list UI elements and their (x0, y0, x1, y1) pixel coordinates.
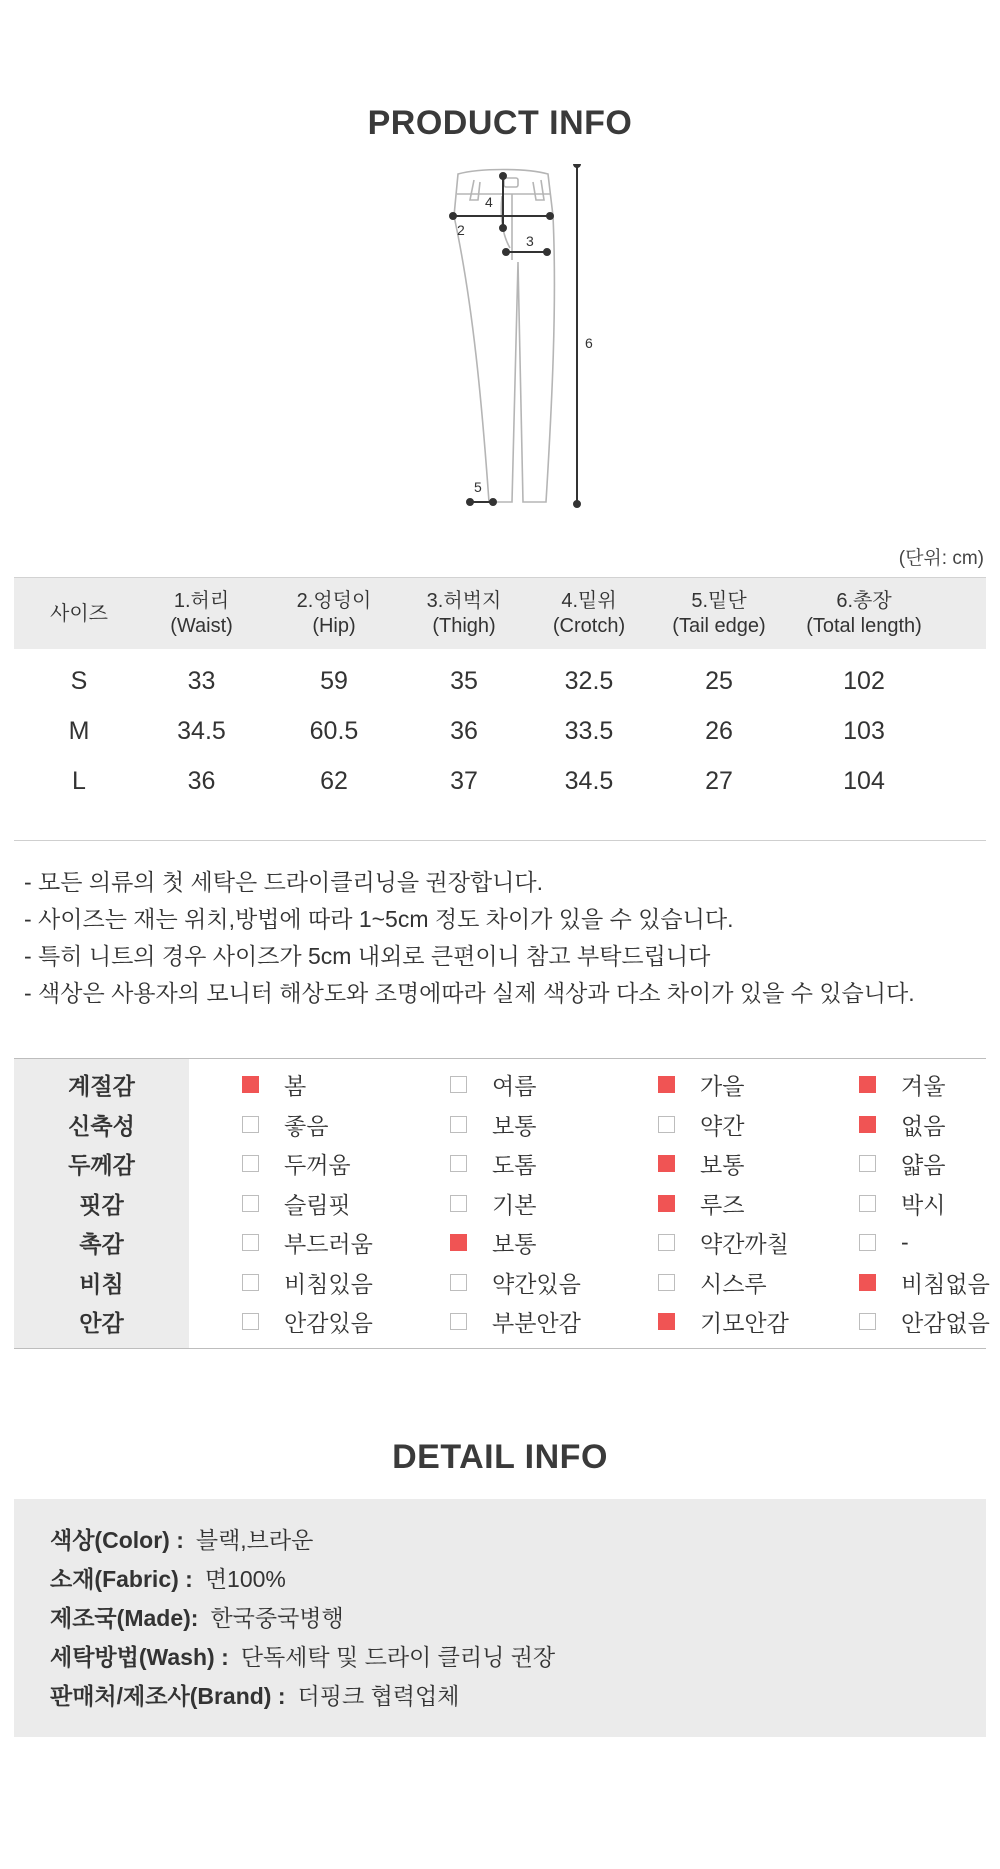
header-thigh: 3.허벅지 (Thigh) (426, 590, 502, 637)
attribute-option-label: 비침있음 (284, 1270, 373, 1297)
attribute-option (242, 1223, 373, 1262)
attribute-option (859, 1184, 945, 1223)
checked-box-icon (859, 1076, 876, 1093)
checked-box-icon (658, 1155, 675, 1172)
size-table-body (14, 649, 986, 841)
attribute-option-label: 루즈 (700, 1191, 745, 1218)
detail-brand: 판매처/제조사(Brand) : 더핑크 협력업체 (50, 1683, 460, 1709)
table-cell: 25 (705, 666, 733, 695)
table-cell: 59 (320, 666, 348, 695)
unchecked-box-icon (859, 1195, 876, 1212)
pants-measurement-diagram (430, 164, 610, 518)
unchecked-box-icon (658, 1274, 675, 1291)
table-cell: 103 (843, 716, 885, 745)
header-waist: 1.허리 (Waist) (170, 590, 233, 637)
attribute-name: 안감 (79, 1310, 124, 1336)
care-notes (24, 864, 915, 1012)
checked-box-icon (658, 1076, 675, 1093)
attribute-option (450, 1065, 536, 1104)
attribute-option-label: 약간까칠 (700, 1231, 789, 1257)
diagram-label-2: 2 (457, 222, 465, 238)
attribute-row (14, 1065, 986, 1104)
unchecked-box-icon (450, 1116, 467, 1133)
size-table-header (14, 577, 986, 649)
attribute-option-label: 두꺼움 (284, 1152, 351, 1178)
attribute-option (242, 1302, 373, 1341)
unchecked-box-icon (859, 1155, 876, 1172)
attribute-name: 신축성 (68, 1112, 135, 1139)
table-cell: 36 (187, 766, 216, 795)
attribute-option (658, 1144, 744, 1183)
unchecked-box-icon (242, 1234, 259, 1251)
detail-made: 제조국(Made): 한국중국병행 (50, 1605, 344, 1631)
unchecked-box-icon (658, 1234, 675, 1251)
attribute-row (14, 1184, 986, 1223)
attribute-option (859, 1144, 945, 1183)
attribute-option-label: 가을 (700, 1073, 745, 1099)
unchecked-box-icon (450, 1076, 467, 1093)
table-row (14, 661, 986, 701)
attribute-option (450, 1144, 536, 1183)
checked-box-icon (658, 1313, 675, 1330)
table-cell: 35 (450, 666, 478, 695)
attribute-table (14, 1058, 990, 1349)
attribute-option-label: 보통 (700, 1152, 745, 1178)
table-cell: 34.5 (564, 766, 614, 795)
header-total-length: 6.총장 (Total length) (806, 590, 922, 637)
attribute-row (14, 1144, 986, 1183)
attribute-option (450, 1105, 536, 1144)
unchecked-box-icon (450, 1195, 467, 1212)
unchecked-box-icon (242, 1274, 259, 1291)
attribute-option-label: 여름 (492, 1073, 537, 1099)
header-tail-edge: 5.밑단 (Tail edge) (672, 590, 766, 637)
size-table (14, 577, 986, 841)
table-row (14, 761, 986, 801)
attribute-option (242, 1263, 373, 1302)
attribute-option-label: 보통 (492, 1231, 537, 1257)
table-cell: 104 (843, 766, 885, 795)
table-cell: L (72, 766, 86, 795)
table-cell: 36 (450, 716, 478, 745)
checked-box-icon (859, 1274, 876, 1291)
detail-info-box (14, 1499, 986, 1737)
attribute-option (658, 1105, 744, 1144)
table-cell: M (68, 716, 90, 745)
header-hip: 2.엉덩이 (Hip) (296, 590, 372, 637)
attribute-row (14, 1302, 990, 1341)
attribute-option (242, 1065, 306, 1104)
attribute-name: 계절감 (68, 1073, 135, 1099)
unit-label: (단위: cm) (898, 548, 984, 569)
attribute-row (14, 1223, 986, 1262)
diagram-label-6: 6 (585, 335, 593, 351)
unchecked-box-icon (242, 1155, 259, 1172)
table-cell: 60.5 (309, 716, 359, 745)
note-line: - 사이즈는 재는 위치,방법에 따라 1~5cm 정도 차이가 있을 수 있습니다. (24, 906, 734, 932)
diagram-label-3: 3 (526, 233, 534, 249)
detail-fabric: 소재(Fabric) : 면100% (50, 1566, 286, 1592)
attribute-row (14, 1105, 986, 1144)
attribute-option-label: 안감없음 (901, 1310, 990, 1336)
attribute-option-label: 기모안감 (700, 1310, 789, 1336)
attribute-option-label: 슬림핏 (284, 1191, 351, 1218)
attribute-option-label: 없음 (901, 1112, 946, 1139)
table-cell: 62 (320, 766, 348, 795)
attribute-option (242, 1144, 351, 1183)
diagram-label-4: 4 (485, 194, 493, 210)
attribute-option (859, 1263, 990, 1302)
attribute-option (450, 1302, 581, 1341)
attribute-option-label: - (901, 1229, 909, 1255)
attribute-option-label: 비침없음 (901, 1270, 990, 1297)
attribute-name: 두께감 (68, 1152, 135, 1178)
attribute-name: 비침 (79, 1270, 124, 1297)
attribute-name: 촉감 (79, 1231, 124, 1257)
attribute-option-label: 박시 (901, 1191, 946, 1218)
detail-wash: 세탁방법(Wash) : 단독세탁 및 드라이 클리닝 권장 (50, 1644, 556, 1670)
note-line: - 모든 의류의 첫 세탁은 드라이클리닝을 권장합니다. (24, 869, 543, 895)
attribute-option-label: 좋음 (284, 1112, 329, 1139)
attribute-option (450, 1184, 536, 1223)
table-cell: 27 (705, 766, 733, 795)
attribute-option (450, 1223, 536, 1262)
attribute-option (658, 1184, 744, 1223)
attribute-option (859, 1223, 909, 1262)
checked-box-icon (450, 1234, 467, 1251)
unchecked-box-icon (242, 1313, 259, 1330)
unchecked-box-icon (859, 1234, 876, 1251)
checked-box-icon (658, 1195, 675, 1212)
note-line: - 색상은 사용자의 모니터 해상도와 조명에따라 실제 색상과 다소 차이가 있을 수 있습니다. (24, 980, 915, 1006)
product-info-title: PRODUCT INFO (367, 104, 633, 142)
attribute-row (14, 1263, 990, 1302)
unchecked-box-icon (859, 1313, 876, 1330)
table-cell: 32.5 (564, 666, 614, 695)
attribute-option (658, 1263, 767, 1302)
attribute-option-label: 약간있음 (492, 1270, 581, 1297)
attribute-option-label: 부분안감 (492, 1310, 581, 1336)
attribute-option (242, 1105, 328, 1144)
header-size: 사이즈 (50, 602, 108, 625)
table-cell: 37 (450, 766, 478, 795)
attribute-option (242, 1184, 351, 1223)
unchecked-box-icon (450, 1313, 467, 1330)
table-cell: S (70, 666, 88, 695)
attribute-option-label: 시스루 (700, 1270, 767, 1297)
attribute-option (859, 1302, 990, 1341)
attribute-option-label: 봄 (284, 1073, 307, 1099)
unchecked-box-icon (658, 1116, 675, 1133)
detail-info-title: DETAIL INFO (392, 1438, 608, 1476)
attribute-option-label: 약간 (700, 1112, 745, 1139)
attribute-option-label: 안감있음 (284, 1310, 373, 1336)
attribute-option (658, 1065, 744, 1104)
unchecked-box-icon (242, 1116, 259, 1133)
attribute-option (658, 1223, 789, 1262)
attribute-option-label: 얇음 (901, 1152, 946, 1178)
diagram-label-5: 5 (474, 479, 482, 495)
attribute-option-label: 보통 (492, 1112, 537, 1139)
table-cell: 26 (705, 716, 733, 745)
attribute-option (859, 1065, 945, 1104)
attribute-option-label: 도톰 (492, 1152, 537, 1178)
table-row (14, 711, 986, 751)
attribute-name: 핏감 (79, 1191, 124, 1218)
checked-box-icon (859, 1116, 876, 1133)
table-cell: 102 (843, 666, 885, 695)
unchecked-box-icon (242, 1195, 259, 1212)
attribute-option-label: 기본 (492, 1191, 537, 1218)
unchecked-box-icon (450, 1274, 467, 1291)
attribute-option (450, 1263, 581, 1302)
attribute-option (859, 1105, 945, 1144)
attribute-option-label: 부드러움 (284, 1231, 373, 1257)
note-line: - 특히 니트의 경우 사이즈가 5cm 내외로 큰편이니 참고 부탁드립니다 (24, 943, 711, 969)
attribute-option-label: 겨울 (901, 1073, 946, 1099)
header-crotch: 4.밑위 (Crotch) (552, 590, 626, 637)
table-cell: 33 (187, 666, 216, 695)
attribute-option (658, 1302, 789, 1341)
checked-box-icon (242, 1076, 259, 1093)
detail-color: 색상(Color) : 블랙,브라운 (50, 1527, 314, 1553)
table-cell: 33.5 (564, 716, 614, 745)
unchecked-box-icon (450, 1155, 467, 1172)
table-cell: 34.5 (177, 716, 226, 745)
